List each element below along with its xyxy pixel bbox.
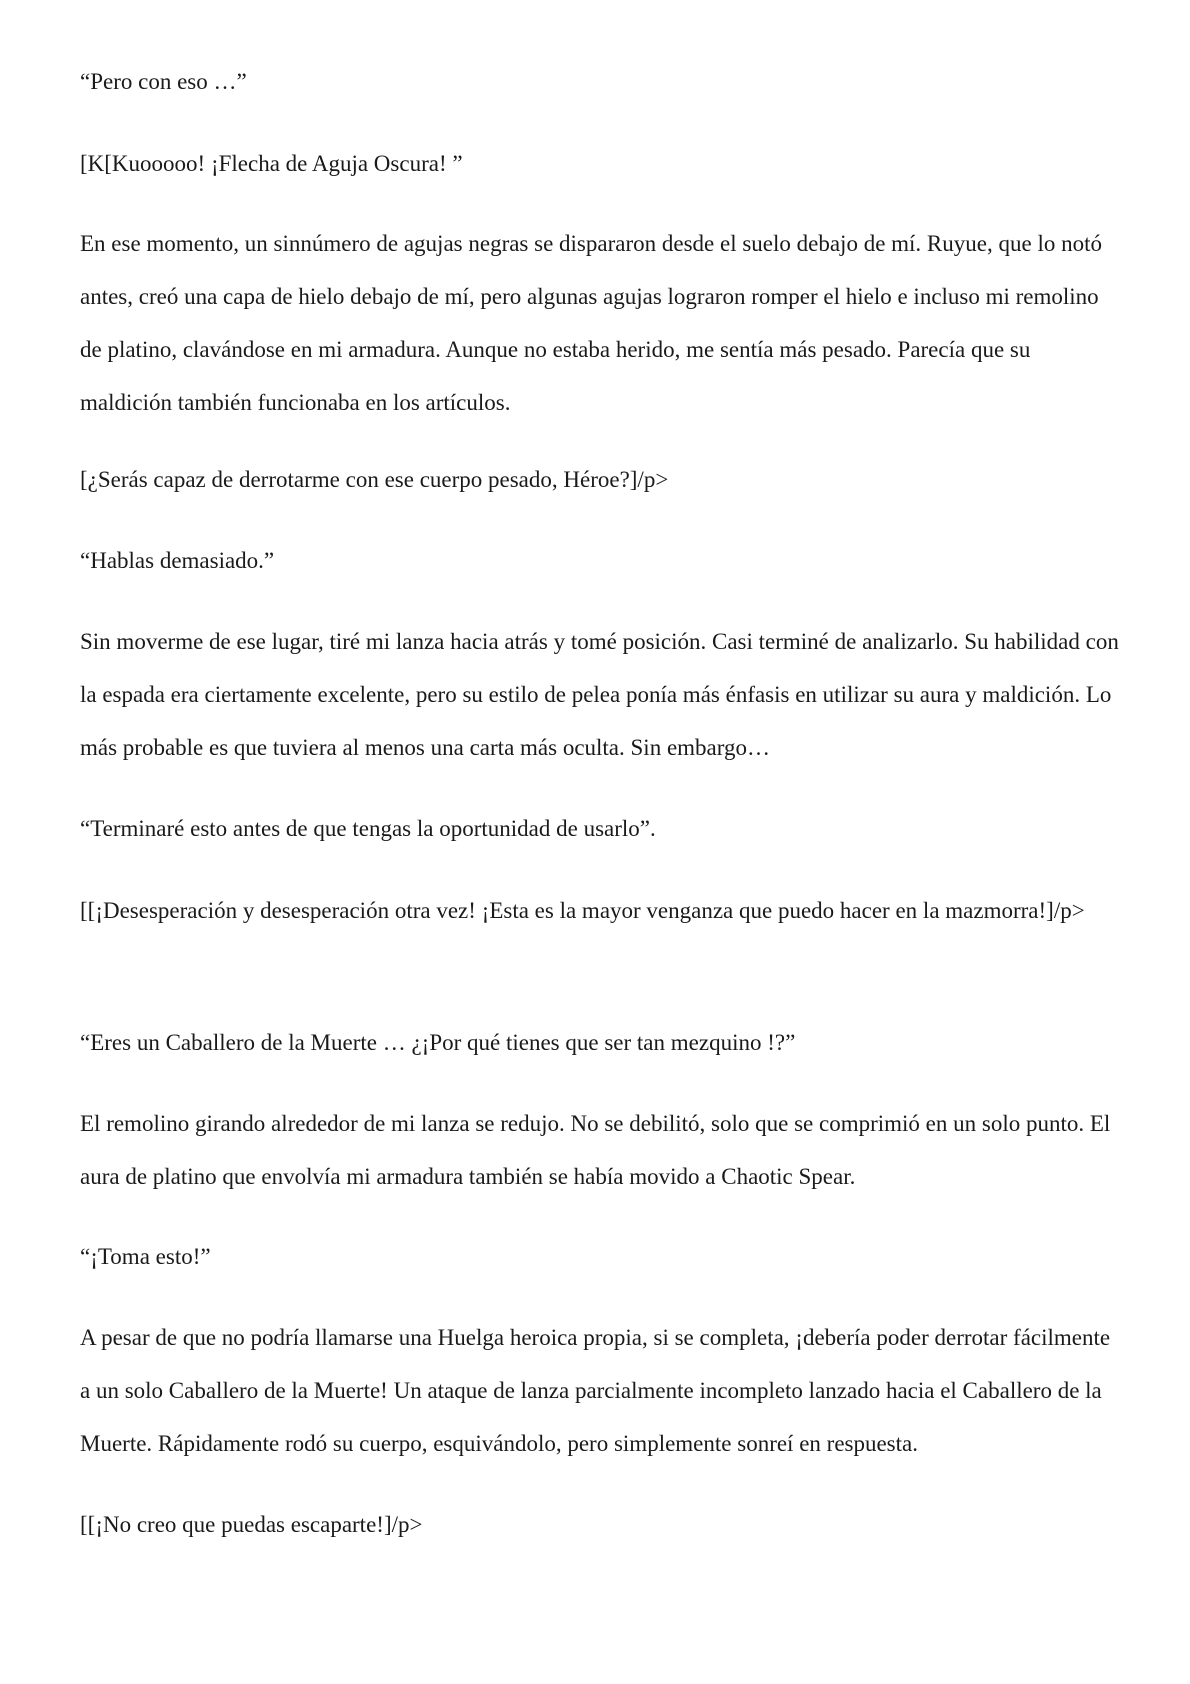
paragraph-6: Sin moverme de ese lugar, tiré mi lanza hacia atrás y tomé posición. Casi terminé de analizarlo. Su habilidad con la espada era ciertamente excelente, pero su estilo de pelea ponía más énfasis en utilizar su aura y maldición. Lo más probable es que tuviera al menos una carta más oculta. Sin embargo… (80, 629, 1119, 760)
paragraph-12: A pesar de que no podría llamarse una Huelga heroica propia, si se completa, ¡debería poder derrotar fácilmente a un solo Caballero de la Muerte! Un ataque de lanza parcialmente incompleto lanzado hacia el Caballero de la Muerte. Rápidamente rodó su cuerpo, esquivándolo, pero simplemente sonreí en respuesta. (80, 1325, 1111, 1456)
paragraph-10: El remolino girando alrededor de mi lanza se redujo. No se debilitó, solo que se comprimió en un solo punto. El aura de platino que envolvía mi armadura también se había movido a Chaotic Spear. (80, 1111, 1111, 1189)
paragraph-3: En ese momento, un sinnúmero de agujas negras se dispararon desde el suelo debajo de mí. Ruyue, que lo notó antes, creó una capa de hielo debajo de mí, pero algunas agujas lograron romper el hielo e incluso mi remolino de platino, clavándose en mi armadura. Aunque no estaba herido, me sentía más pesado. Parecía que su maldición también funcionaba en los artículos. (80, 231, 1102, 415)
paragraph-9: “Eres un Caballero de la Muerte … ¿¡Por qué tienes que ser tan mezquino !?” (80, 1030, 796, 1055)
paragraph-4: [¿Serás capaz de derrotarme con ese cuerpo pesado, Héroe?]/p> (80, 467, 669, 492)
paragraph-1: “Pero con eso …” (80, 69, 247, 94)
paragraph-2: [K[Kuooooo! ¡Flecha de Aguja Oscura! ” (80, 151, 463, 176)
paragraph-8: [[¡Desesperación y desesperación otra vez! ¡Esta es la mayor venganza que puedo hacer en la mazmorra!]/p> (80, 898, 1085, 923)
paragraph-5: “Hablas demasiado.” (80, 548, 275, 573)
paragraph-7: “Terminaré esto antes de que tengas la oportunidad de usarlo”. (80, 816, 656, 841)
paragraph-11: “¡Toma esto!” (80, 1244, 211, 1269)
paragraph-13: [[¡No creo que puedas escaparte!]/p> (80, 1512, 423, 1537)
